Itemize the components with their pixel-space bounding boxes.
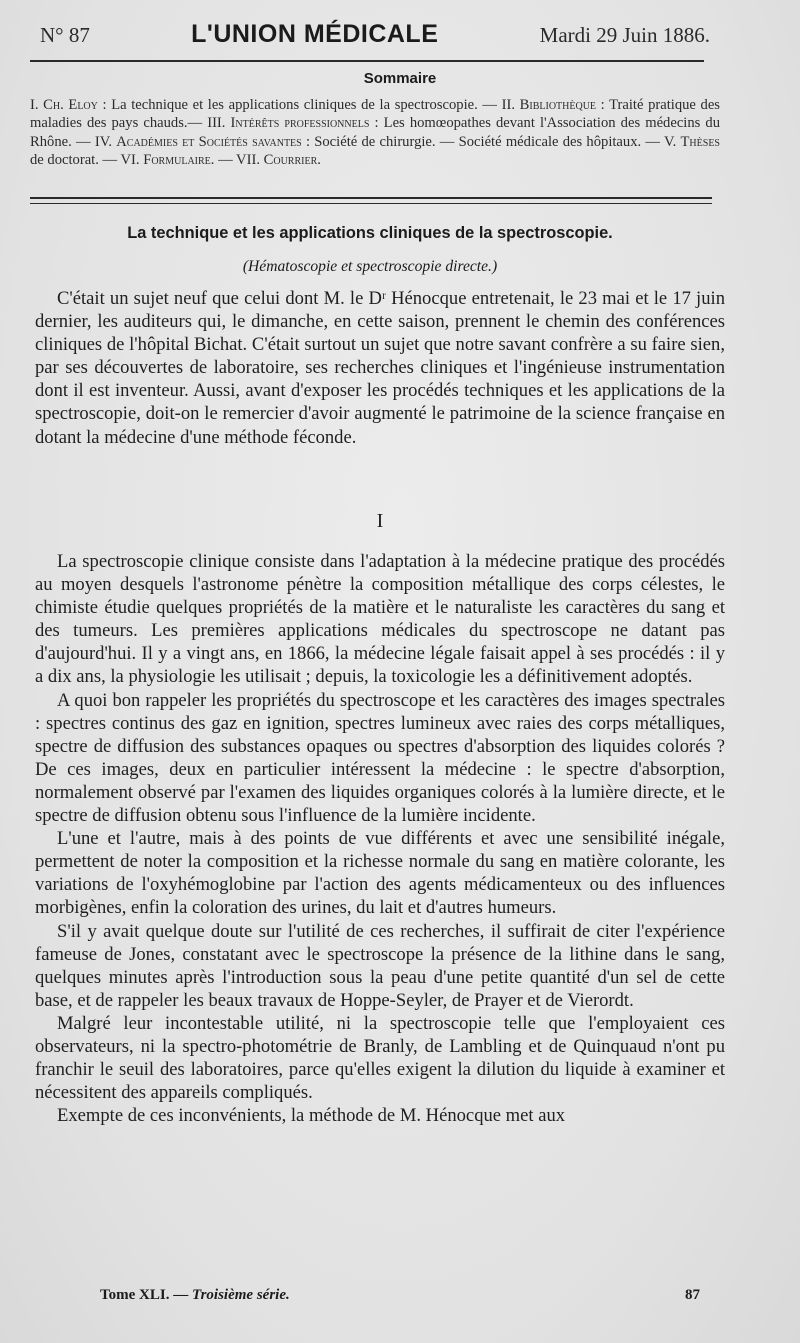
header-rule <box>30 60 704 62</box>
intro-block <box>35 287 725 449</box>
footer-page-number: 87 <box>685 1287 700 1303</box>
summary-section-name: Formulaire <box>143 151 211 168</box>
paragraph-intro: C'était un sujet neuf que celui dont M. le Dʳ Hénocque entretenait, le 23 mai et le 17 juin dernier, les auditeurs qui, le dimanche, en cette saison, prennent le chemin des conférences cliniques de l'hôpital Bichat. C'était surtout un sujet que notre savant confrère a su faire sien, par ses découvertes de laboratoire, ses recherches cliniques et l'ingénieuse instrumentation dont il est inventeur. Aussi, avant d'exposer les procédés techniques et les applications de la spectroscopie, doit-on le remercier d'avoir augmenté le patrimoine de la science française en dotant la médecine d'une méthode féconde. <box>35 288 725 448</box>
journal-title: L'UNION MÉDICALE <box>191 20 439 48</box>
article-subtitle: (Hématoscopie et spectroscopie directe.) <box>242 258 498 275</box>
summary-part: I. <box>30 97 44 113</box>
summary-part: : Société de chirurgie. — Société médicale des hôpitaux. — V. <box>301 133 681 150</box>
summary-section-name: Thèses <box>680 133 720 150</box>
paragraph: A quoi bon rappeler les propriétés du spectroscope et les caractères des images spectrales : spectres continus des gaz en ignition, spectres lumineux avec raies des corps métalliques, spectre de diffusion des substances opaques ou spectres d'absorption des liquides colorés ? De ces images, deux en particulier intéressent la médecine : le spectre d'absorption, normalement observé par l'examen des liquides organiques colorés à la lumière directe, et le spectre de diffusion obtenu sous l'influence de la lumière incidente. <box>35 689 725 827</box>
summary-part: : La technique et les applications cliniques de la spectroscopie. — II. <box>97 97 520 113</box>
summary-section-name: Bibliothèque <box>519 97 597 113</box>
page-header <box>40 20 710 56</box>
paragraph: Exempte de ces inconvénients, la méthode de M. Hénocque met aux <box>57 1105 566 1127</box>
summary-section-name: Courrier <box>263 151 318 168</box>
summary-section-name: Académies et Sociétés savantes <box>116 133 302 150</box>
body-block <box>35 550 725 1127</box>
page-footer <box>100 1287 700 1304</box>
summary-part: . — VII. <box>210 151 264 168</box>
summary-author: Ch. Eloy <box>43 97 98 113</box>
footer-series: Troisième série. <box>191 1287 290 1303</box>
summary-part: . <box>317 151 321 168</box>
issue-date: Mardi 29 Juin 1886. <box>539 23 710 47</box>
footer-volume <box>100 1287 290 1304</box>
paragraph: La spectroscopie clinique consiste dans l'adaptation à la médecine pratique des procédés au moyen desquels l'astronome pénètre la composition métallique des corps célestes, le chimiste étudie quelques propriétés de la matière et le naturaliste les caractères du sang et des tumeurs. Les premières applications médicales du spectroscope ne datant pas d'aujourd'hui. Il y a vingt ans, en 1866, la médecine légale faisait appel à ses procédés : il y a dix ans, la physiologie les utilisait ; depuis, la toxicologie les a définitivement adoptés. <box>35 551 725 688</box>
paragraph: S'il y avait quelque doute sur l'utilité de ces recherches, il suffirait de citer l'expérience fameuse de Jones, constatant avec le spectroscope la présence de la lithine dans le sang, quelques minutes après l'introduction sous la peau d'une petite quantité d'un sel de cette base, et de rappeler les beaux travaux de Hoppe-Seyler, de Prayer et de Vierordt. <box>35 920 725 1011</box>
paragraph: Malgré leur incontestable utilité, ni la spectroscopie telle que l'employaient ces observateurs, ni la spectro-photométrie de Branly, de Lambling et de Quinquaud n'ont pu franchir le seuil des laboratoires, parce qu'elles exigent la dilution du liquide à examiner et nécessitent des appareils compliqués. <box>35 1012 725 1104</box>
summary-text <box>30 96 720 169</box>
summary-part: de doctorat. — VI. <box>30 151 144 168</box>
paragraph: L'une et l'autre, mais à des points de vue différents et avec une sensibilité inégale, permettent de noter la composition et la richesse normale du sang en matière colorante, les variations de l'oxyhémoglobine par l'action des agents médicamenteux ou des influences morbigènes, enfin la coloration des urines, du lait et d'autres humeurs. <box>35 828 725 919</box>
summary-heading: Sommaire <box>363 70 437 87</box>
summary-part: : Les homœopathes devant l'Association des médecins du Rhône. — IV. <box>30 115 721 150</box>
summary-part: : Traité pratique des maladies des pays chauds.— III. <box>30 97 720 132</box>
issue-number: N° 87 <box>40 23 90 47</box>
footer-volume-label: Tome XLI. — <box>100 1287 192 1303</box>
section-number: I <box>376 510 384 532</box>
article-title: La technique et les applications cliniques de la spectroscopie. <box>127 224 613 242</box>
summary-rule <box>30 197 712 204</box>
summary-section-name: Intérêts professionnels <box>230 115 370 132</box>
